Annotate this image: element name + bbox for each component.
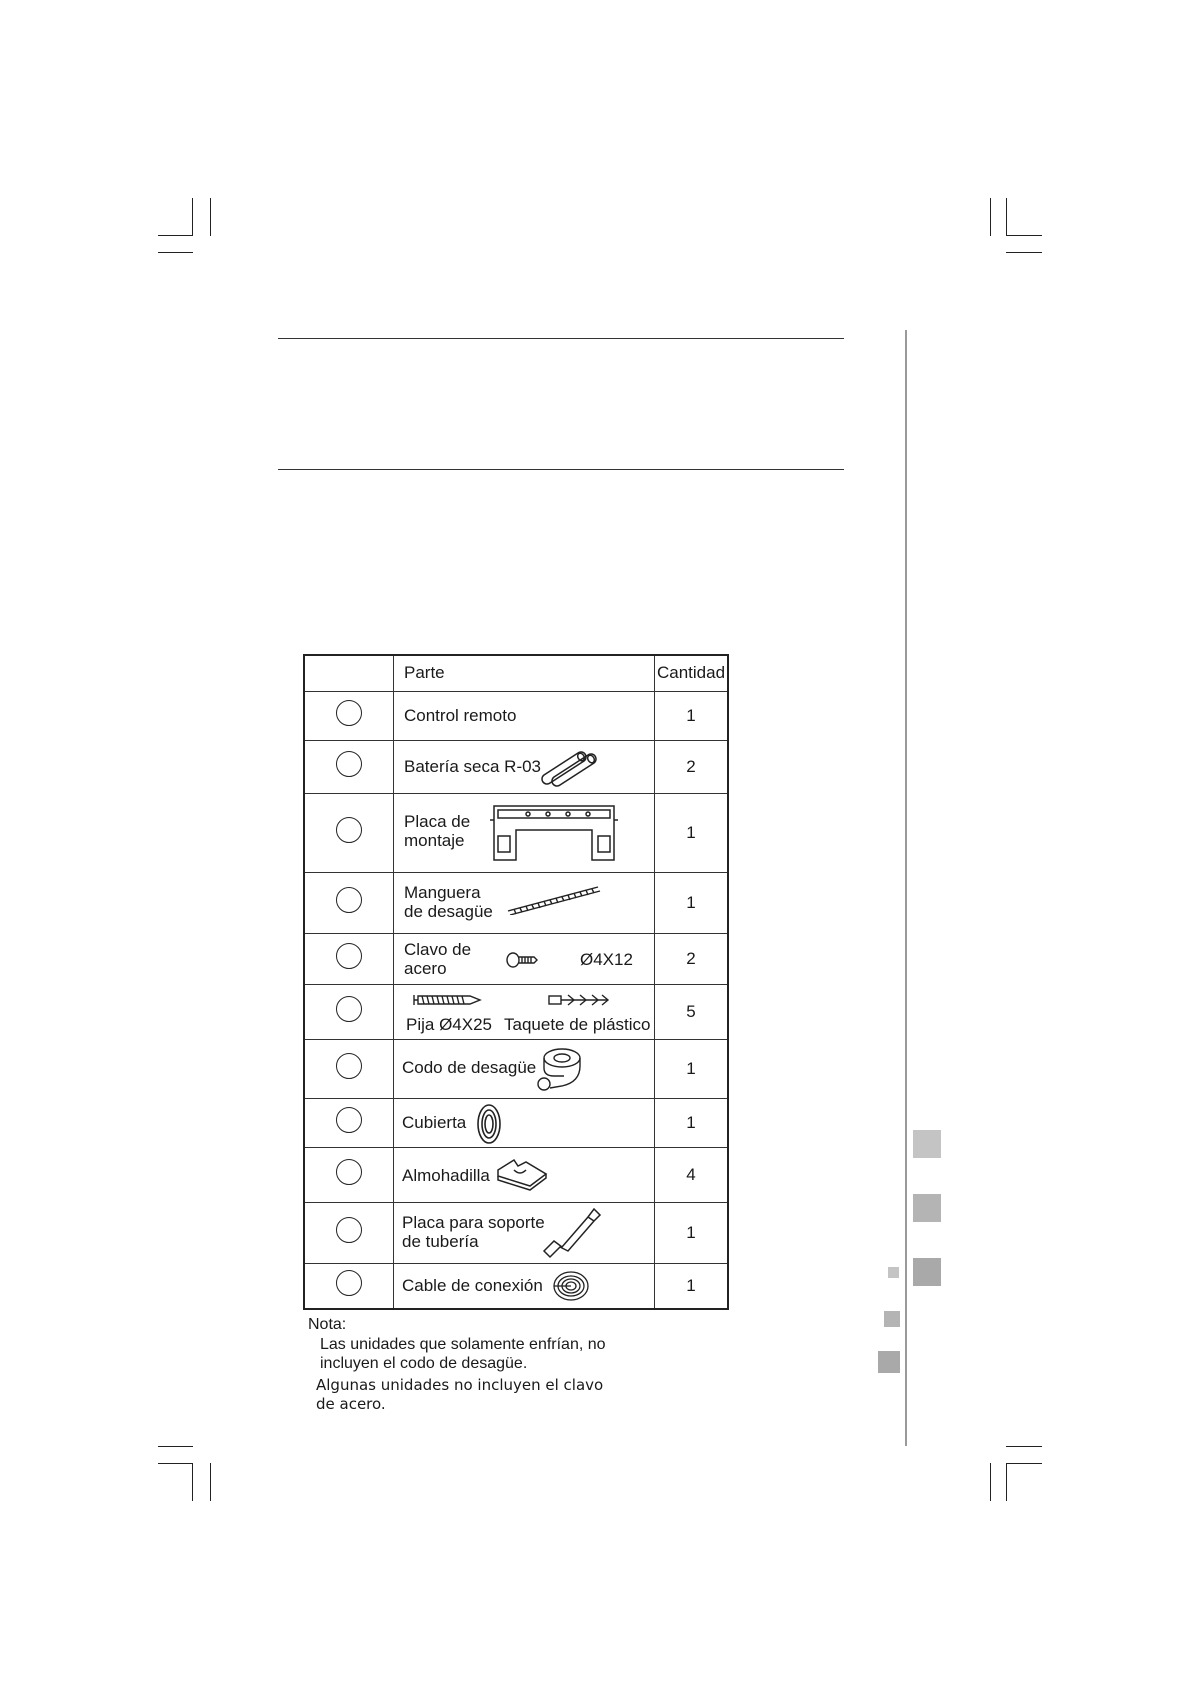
crop-mark [1006, 1463, 1042, 1464]
table-row [304, 1147, 728, 1202]
item-circle [336, 1217, 362, 1243]
item-circle [336, 1053, 362, 1079]
section-rule-bottom [278, 469, 844, 470]
crop-mark [1006, 198, 1007, 236]
batteries-icon [538, 745, 600, 789]
header-part: Parte [394, 655, 655, 691]
table-row [304, 1039, 728, 1098]
side-tab-marker [913, 1258, 941, 1286]
item-circle [336, 996, 362, 1022]
crop-mark [158, 252, 193, 253]
part-quantity: 1 [655, 1039, 729, 1098]
side-tab-marker [913, 1130, 941, 1158]
crop-mark [158, 1446, 193, 1447]
crop-mark [1006, 1463, 1007, 1501]
part-quantity: 5 [655, 984, 729, 1039]
margin-rule [905, 330, 907, 1446]
item-circle [336, 1107, 362, 1133]
crop-mark [1006, 252, 1042, 253]
part-quantity: 1 [655, 1202, 729, 1263]
part-name: Clavo de acero [404, 939, 472, 978]
part-quantity: 2 [655, 740, 729, 793]
part-quantity: 1 [655, 872, 729, 933]
note-line: Algunas unidades no incluyen el clavo [316, 1376, 604, 1394]
part-quantity: 1 [655, 793, 729, 872]
part-name: Placa para soporte de tubería [402, 1212, 545, 1251]
table-row [304, 1263, 728, 1309]
note-title: Nota: [308, 1316, 347, 1333]
header-index [304, 655, 394, 691]
part-name: Cable de conexión [402, 1275, 543, 1295]
part-name: Codo de desagüe [402, 1057, 537, 1077]
part-spec: Ø4X12 [580, 949, 633, 969]
crop-mark [990, 198, 991, 236]
drain-elbow-icon [534, 1046, 582, 1092]
table-row [304, 933, 728, 984]
part-name-secondary: Taquete de plástico [504, 1014, 651, 1034]
table-row [304, 1202, 728, 1263]
part-quantity: 4 [655, 1147, 729, 1202]
section-rule-top [278, 338, 844, 339]
note-line: incluyen el codo de desagüe. [320, 1355, 528, 1372]
part-quantity: 1 [655, 1098, 729, 1147]
table-row [304, 740, 728, 793]
part-name: Pija Ø4X25 [406, 1014, 492, 1034]
side-tab-marker [878, 1351, 900, 1373]
crop-mark [158, 1463, 193, 1464]
crop-mark [210, 1463, 211, 1501]
table-row [304, 793, 728, 872]
side-tab-marker [888, 1267, 899, 1278]
cover-ring-icon [476, 1103, 502, 1145]
crop-mark [192, 198, 193, 236]
side-tab-marker [913, 1194, 941, 1222]
part-quantity: 2 [655, 933, 729, 984]
part-quantity: 1 [655, 691, 729, 740]
item-circle [336, 751, 362, 777]
part-name: Almohadilla [402, 1165, 490, 1185]
crop-mark [990, 1463, 991, 1501]
mounting-plate-icon [488, 800, 620, 868]
item-circle [336, 887, 362, 913]
item-circle [336, 1270, 362, 1296]
item-circle [336, 700, 362, 726]
part-quantity: 1 [655, 1263, 729, 1309]
note-line: de acero. [316, 1395, 386, 1413]
item-circle [336, 817, 362, 843]
steel-nail-icon [506, 951, 538, 969]
crop-mark [158, 235, 193, 236]
note-line: Las unidades que solamente enfrían, no [320, 1336, 606, 1353]
table-row [304, 984, 728, 1039]
part-name: Control remoto [404, 705, 517, 725]
screw-icon [412, 993, 482, 1007]
cable-coil-icon [552, 1270, 590, 1302]
item-circle [336, 943, 362, 969]
header-quantity: Cantidad [655, 655, 729, 691]
table-row [304, 691, 728, 740]
table-header-row [304, 655, 728, 691]
part-name: Batería seca R-03 [404, 756, 542, 776]
part-name: Placa de montaje [404, 811, 471, 850]
crop-mark [192, 1463, 193, 1501]
crop-mark [1006, 1446, 1042, 1447]
accessories-table [303, 654, 729, 1310]
crop-mark [210, 198, 211, 236]
part-name: Cubierta [402, 1112, 467, 1132]
part-name: Manguera de desagüe [404, 882, 493, 921]
plastic-anchor-icon [548, 993, 612, 1007]
table-row [304, 872, 728, 933]
pipe-bracket-icon [542, 1207, 602, 1259]
pad-icon [496, 1156, 548, 1194]
crop-mark [1006, 235, 1042, 236]
drain-hose-icon [504, 881, 604, 915]
side-tab-marker [884, 1311, 900, 1327]
table-row [304, 1098, 728, 1147]
item-circle [336, 1159, 362, 1185]
